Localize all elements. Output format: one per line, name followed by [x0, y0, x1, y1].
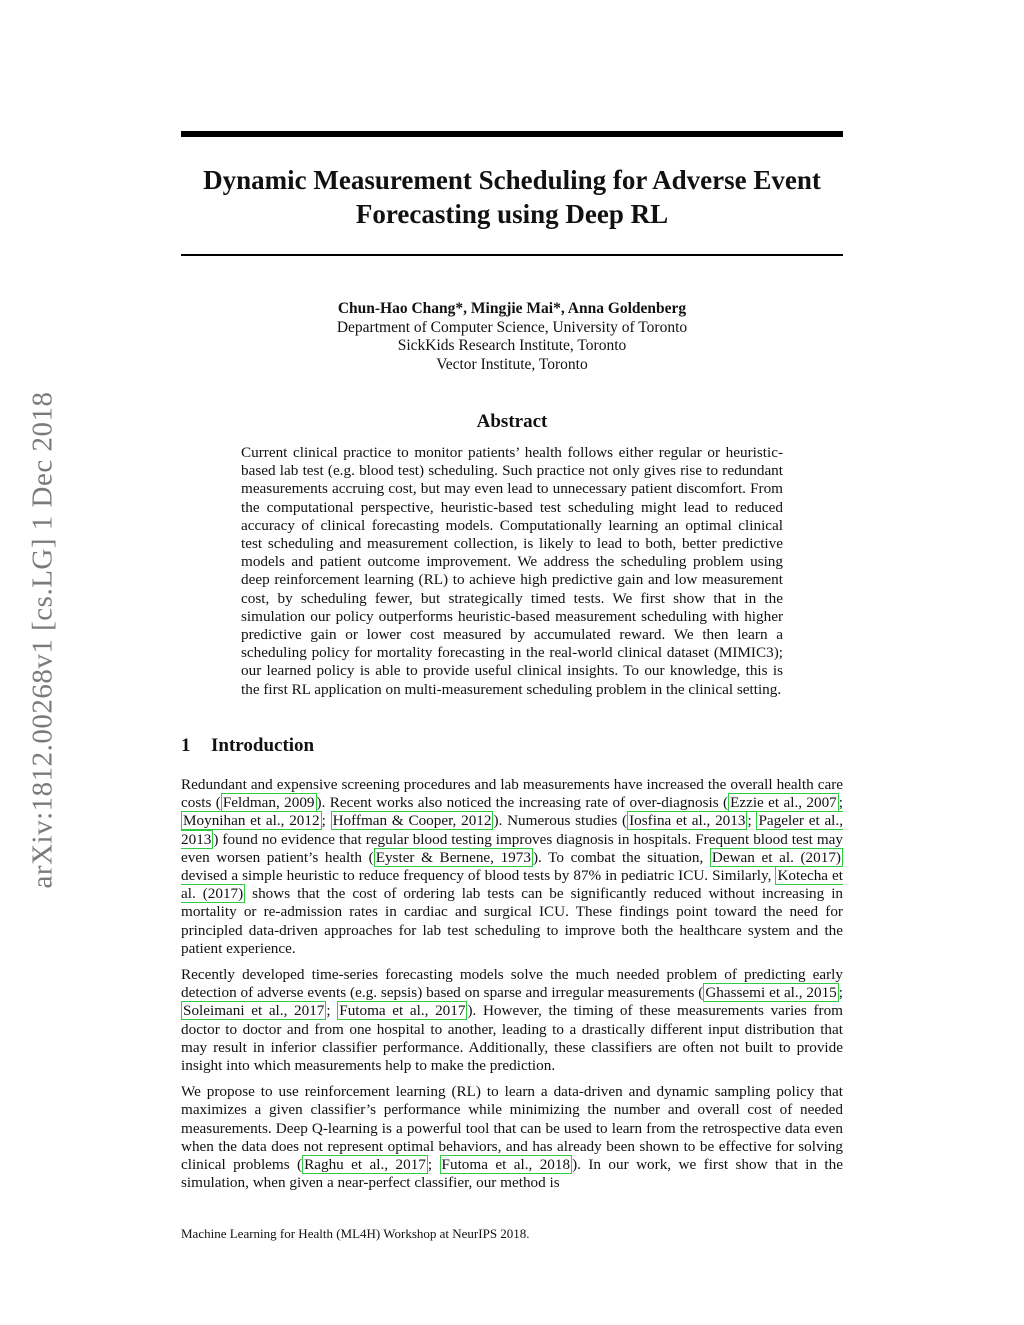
- text: ;: [326, 1002, 338, 1020]
- text: ). However, the timing of these measurements varies from doctor to doctor and from one hospital to another, leading to a drastically different input distribution that may result in inferior classifier performance. Additionally, these classifiers are often not built to provide insight into which measurements help to make the prediction.: [181, 1002, 843, 1075]
- citation-link[interactable]: Soleimani et al., 2017: [183, 1002, 325, 1020]
- citation-link[interactable]: Ghassemi et al., 2015: [705, 984, 837, 1002]
- author-names: Chun-Hao Chang*, Mingjie Mai*, Anna Goldenberg: [337, 300, 687, 317]
- affiliation: SickKids Research Institute, Toronto: [397, 337, 627, 354]
- citation-link[interactable]: Feldman, 2009: [222, 794, 315, 812]
- citation-link[interactable]: Eyster & Bernene, 1973: [375, 848, 531, 866]
- citation-link[interactable]: Dewan et al. (2017): [711, 848, 841, 866]
- text: devised a simple heuristic to reduce frequency of blood tests by 87% in pediatric ICU. Similarly,: [181, 867, 776, 885]
- title-rule-top: [181, 131, 843, 137]
- paragraph: [181, 1083, 843, 1192]
- arxiv-identifier: arXiv:1812.00268v1 [cs.LG] 1 Dec 2018: [26, 391, 59, 889]
- footnote: Machine Learning for Health (ML4H) Workshop at NeurIPS 2018.: [181, 1226, 530, 1241]
- paragraph: [181, 776, 843, 958]
- body-text: [181, 776, 843, 1200]
- title-line-2: Forecasting using Deep RL: [355, 199, 669, 229]
- title-line-1: Dynamic Measurement Scheduling for Adverse Event: [203, 165, 821, 195]
- text: ). In our work, we first show that in the simulation, when given a near-perfect classifier, our method is: [181, 1156, 843, 1192]
- text: ). To combat the situation,: [532, 848, 710, 866]
- paragraph: [181, 966, 843, 1075]
- text: ;: [838, 984, 843, 1002]
- text: ). Numerous studies (: [493, 812, 628, 830]
- section-number: 1: [181, 735, 191, 756]
- affiliation: Vector Institute, Toronto: [436, 355, 588, 373]
- text: Recently developed time-series forecasting models solve the much needed problem of predicting early detection of adverse events (e.g. sepsis) based on sparse and irregular measurements (: [181, 966, 843, 1002]
- citation-link[interactable]: Futoma et al., 2018: [441, 1156, 571, 1174]
- citation-link[interactable]: Raghu et al., 2017: [304, 1156, 426, 1174]
- text: shows that the cost of ordering lab tests can be significantly reduced without increasing in mortality or re-admission rates in cardiac and surgical ICU. These findings point toward the need for principled data-driven approaches for lab test scheduling to improve both the healthcare system and the patient experience.: [181, 885, 844, 957]
- affiliation: Department of Computer Science, University of Toronto: [336, 318, 688, 336]
- citation-link[interactable]: Moynihan et al., 2012: [183, 812, 320, 830]
- text: ;: [747, 812, 757, 830]
- citation-link[interactable]: Pageler et al., 2013: [181, 812, 843, 848]
- citation-link[interactable]: Kotecha et al. (2017): [181, 867, 843, 903]
- paper-title: [150, 163, 874, 231]
- citation-link[interactable]: Hoffman & Cooper, 2012: [332, 812, 492, 830]
- abstract-text: Current clinical practice to monitor patients’ health follows either regular or heuristic-based lab test (e.g. blood test) scheduling. Such practice not only gives rise to redundant measurements accruing cost, but may even lead to unnecessary patient discomfort. From the computational perspective, heuristic-based test scheduling might lead to reduced accuracy of clinical forecasting models. Computationally learning an optimal clinical test scheduling and measurement collection, is likely to lead to both, better predictive models and patient outcome improvement. We address the scheduling problem using deep reinforcement learning (RL) to achieve high predictive gain and low measurement cost, by scheduling fewer, but strategically timed tests. We first show that in the simulation our policy outperforms heuristic-based measurement scheduling with higher predictive gain or lower cost measured by accumulated reward. We then learn a scheduling policy for mortality forecasting in the real-world clinical dataset (MIMIC3); our learned policy is able to provide useful clinical insights. To our knowledge, this is the first RL application on multi-measurement scheduling problem in the clinical setting.: [241, 444, 783, 698]
- text: ;: [427, 1156, 440, 1174]
- citation-link[interactable]: Ezzie et al., 2007: [730, 794, 837, 812]
- text: We propose to use reinforcement learning (RL) to learn a data-driven and dynamic sampling policy that maximizes a given classifier’s performance while minimizing the number and overall cost of needed measurements. Deep Q-learning is a powerful tool that can be used to learn from the retrospective data even when the data does not represent optimal behaviors, and has already been shown to be effective for solving clinical problems (: [181, 1083, 843, 1174]
- section-title: Introduction: [211, 735, 315, 756]
- citation-link[interactable]: Iosfina et al., 2013: [629, 812, 746, 830]
- section-heading: [181, 735, 314, 757]
- text: ). Recent works also noticed the increasing rate of over-diagnosis (: [316, 794, 729, 812]
- abstract-heading: Abstract: [476, 411, 548, 432]
- citation-link[interactable]: Futoma et al., 2017: [339, 1002, 466, 1020]
- author-block: [200, 300, 824, 374]
- text: ) found no evidence that regular blood testing improves diagnosis in hospitals. Frequent blood test may even worsen patient’s health (: [181, 830, 843, 866]
- text: Redundant and expensive screening procedures and lab measurements have increased the overall health care costs (: [181, 776, 843, 812]
- title-rule-bottom: [181, 254, 843, 256]
- text: ;: [321, 812, 331, 830]
- text: ;: [838, 794, 844, 812]
